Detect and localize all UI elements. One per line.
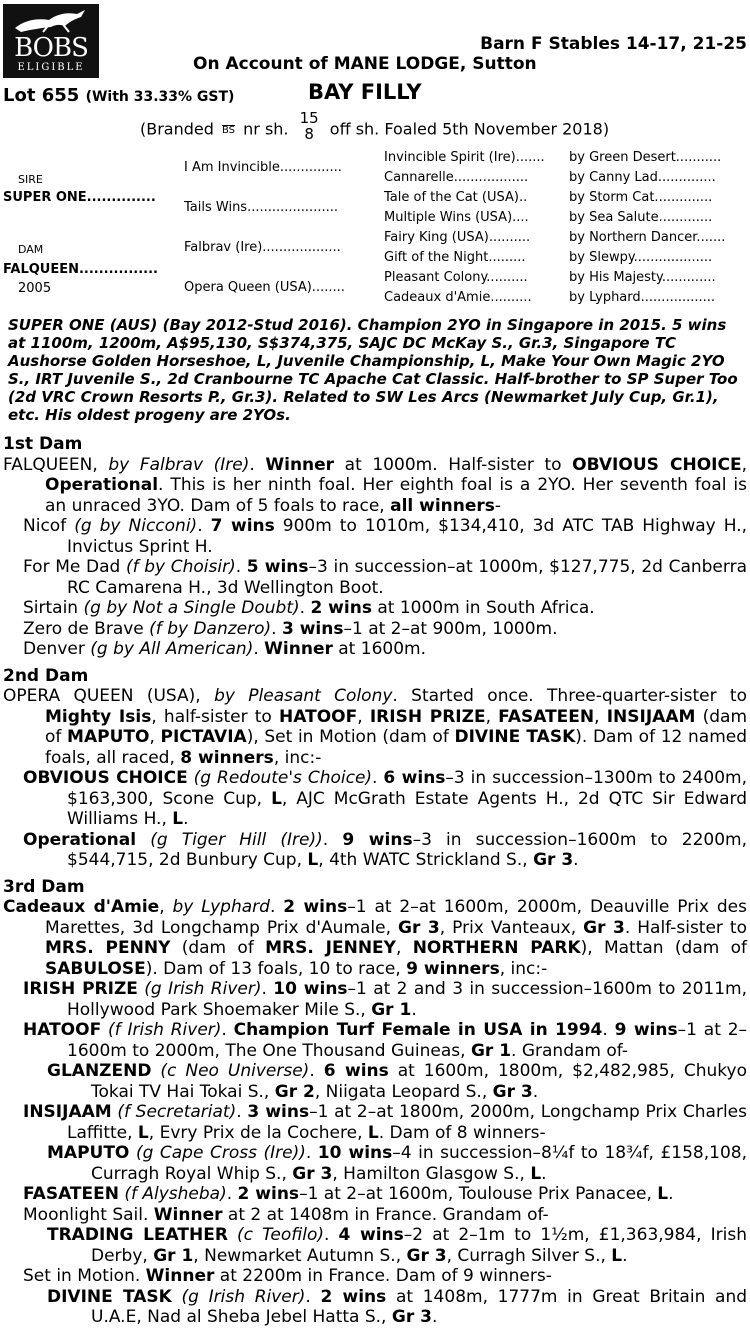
text-run: ), Mattan (dam of	[580, 938, 747, 958]
text-run: ,	[395, 938, 413, 958]
brand-mark: BS	[222, 124, 236, 136]
bold-text: Champion Turf Female in USA in 1994	[233, 1020, 603, 1040]
text-run: ,	[159, 897, 173, 917]
italic-text: (c Neo Universe)	[160, 1061, 310, 1081]
bold-text: L	[172, 809, 184, 829]
bold-text: DIVINE TASK	[47, 1286, 172, 1307]
text-run: For Me Dad	[23, 557, 126, 577]
text-run: , Prix Vanteaux,	[439, 917, 584, 938]
bold-text: L	[657, 1184, 669, 1204]
bold-text: 9 winners	[406, 958, 500, 979]
bold-text: 7 wins	[210, 516, 275, 536]
text-run: , 4th WATC Strickland S.,	[318, 850, 534, 870]
text-run: . This is her ninth foal. Her eighth foal is a 2YO. Her seventh foal is an unraced 3YO. Dam of 5 foals to race,	[45, 475, 747, 516]
text-run: –1 at 2–1600m to 2000m, The One Thousand Guineas,	[67, 1020, 748, 1061]
bold-text: FASATEEN	[498, 706, 595, 727]
text-run: .	[322, 829, 343, 850]
gst-note: (With 33.33% GST)	[85, 89, 235, 105]
text-run: –1 at 2–at 1600m, 2000m, Deauville Prix des Marettes, 3d Longchamp Prix d'Aumale,	[45, 897, 747, 938]
bold-text: INSIJAAM	[606, 706, 696, 727]
grand-progeny-entry	[3, 1225, 747, 1266]
text-run: , half-sister to	[151, 706, 280, 727]
text-run: at 1600m.	[332, 639, 426, 659]
bold-text: L	[307, 850, 319, 870]
bold-text: Mighty Isis	[45, 706, 152, 727]
pedigree-greatsire-8: by Lyphard..................	[569, 290, 716, 305]
brand-numerator: 15	[299, 109, 319, 127]
text-run: .	[602, 1020, 615, 1040]
pedigree-parent-2: Tails Wins......................	[184, 200, 338, 215]
bold-text: SABULOSE	[45, 958, 146, 979]
bold-text: 9 wins	[342, 829, 413, 850]
text-run: –1 at 2 and 3 in succession–1600m to 2011m, Hollywood Park Shoemaker Mile S.,	[67, 979, 747, 1020]
italic-text: (f Alysheba)	[124, 1184, 227, 1204]
bold-text: MAPUTO	[67, 727, 150, 747]
bold-text: MAPUTO	[47, 1143, 130, 1163]
text-run: .	[668, 1184, 674, 1204]
bold-text: L	[530, 1163, 542, 1184]
logo-subtitle: ELIGIBLE	[17, 62, 85, 73]
brand-prefix: (Branded	[140, 119, 214, 139]
third-dam-progeny	[3, 979, 747, 1328]
text-run: ,	[741, 454, 747, 475]
italic-text: by Pleasant Colony	[214, 686, 393, 706]
grand-progeny-entry	[3, 1143, 747, 1184]
text-run: FALQUEEN,	[3, 454, 109, 475]
bold-text: FASATEEN	[23, 1184, 119, 1204]
text-run: at 1408m, 1777m in Great Britain and U.A.E, Nad al Sheba Jebel Hatta S.,	[91, 1286, 748, 1327]
text-run: .	[411, 999, 417, 1020]
brand-line	[140, 109, 610, 146]
progeny-entry	[3, 619, 747, 640]
text-run: Nicof	[23, 516, 75, 536]
pedigree-grandparent-3: Tale of the Cat (USA)..	[384, 190, 528, 205]
sire-label: SIRE	[18, 173, 43, 186]
text-run: .	[573, 850, 579, 870]
text-run: Zero de Brave	[23, 618, 150, 639]
text-run: .	[261, 979, 274, 999]
third-dam-section	[3, 877, 747, 1328]
pedigree-grandparent-2: Cannarelle..................	[384, 170, 529, 185]
horse-description: BAY FILLY	[308, 80, 422, 104]
dam-label: DAM	[18, 243, 44, 256]
text-run: .	[622, 1245, 628, 1266]
bold-text: Winner	[265, 454, 335, 475]
text-run: . Grandam of-	[511, 1040, 628, 1061]
vendor-account: On Account of MANE LODGE, Sutton	[193, 54, 537, 74]
bold-text: Gr 1	[153, 1245, 194, 1266]
third-dam-text	[3, 897, 747, 979]
italic-text: (f by Danzero)	[149, 618, 272, 639]
pedigree-grandparent-5: Fairy King (USA)..........	[384, 230, 531, 245]
bold-text: HATOOF	[279, 706, 358, 727]
pedigree-grandparent-1: Invincible Spirit (Ire).......	[384, 150, 545, 165]
bold-text: 2 wins	[237, 1184, 300, 1204]
bold-text: IRISH PRIZE	[23, 979, 138, 999]
bobs-eligible-logo	[3, 4, 99, 78]
bold-text: 2 wins	[310, 598, 372, 618]
text-run: .	[197, 516, 211, 536]
progeny-entry	[3, 516, 747, 557]
progeny-entry	[3, 830, 747, 871]
progeny-entry	[3, 1205, 747, 1226]
bold-text: HATOOF	[23, 1020, 102, 1040]
text-run: .	[221, 1020, 234, 1040]
text-run: ,	[594, 706, 607, 727]
text-run: –3 in succession–1600m to 2200m, $544,715, 2d Bunbury Cup,	[67, 829, 747, 870]
text-run: . Half-sister to	[624, 917, 747, 938]
progeny-entry	[3, 639, 747, 660]
pedigree-parent-3: Falbrav (Ire)...................	[184, 240, 341, 255]
bold-text: 5 wins	[246, 557, 309, 577]
brand-suffix: off sh. Foaled 5th November 2018)	[329, 119, 610, 139]
pedigree-greatsire-5: by Northern Dancer.......	[569, 230, 726, 245]
bold-text: Gr 1	[470, 1040, 512, 1061]
text-run: at 1600m, 1800m, $2,482,985, Chukyo Tokai TV Hai Tokai S.,	[91, 1061, 747, 1102]
text-run: . Dam of 8 winners-	[378, 1122, 546, 1143]
italic-text: (c Teofilo)	[237, 1225, 325, 1245]
bold-text: Gr 3	[492, 1081, 533, 1102]
text-run: , Newmarket Autumn S.,	[193, 1245, 407, 1266]
progeny-entry	[3, 1020, 747, 1061]
text-run: .	[305, 1143, 318, 1163]
italic-text: (g Irish River)	[181, 1286, 306, 1307]
text-run: .	[271, 618, 282, 639]
italic-text: (f Secretariat)	[117, 1102, 237, 1122]
bold-text: GLANZEND	[47, 1061, 152, 1081]
grand-progeny-entry	[3, 1061, 747, 1102]
text-run: .	[236, 1102, 248, 1122]
bold-text: Gr 3	[583, 917, 625, 938]
text-run: –1 at 2–at 1800m, 2000m, Longchamp Prix Charles Laffitte,	[67, 1102, 747, 1143]
text-run: Sirtain	[23, 598, 84, 618]
bold-text: all winners	[390, 495, 495, 516]
bold-text: Gr 3	[292, 1163, 333, 1184]
progeny-entry	[3, 598, 747, 619]
text-run: –1 at 2–at 900m, 1000m.	[343, 618, 558, 639]
text-run: .	[299, 598, 311, 618]
bold-text: OBVIOUS CHOICE	[572, 454, 742, 475]
progeny-entry	[3, 1102, 747, 1143]
bold-text: MRS. PENNY	[45, 938, 171, 958]
dam-name: FALQUEEN................	[3, 262, 158, 277]
bold-text: Gr 3	[406, 1245, 447, 1266]
text-run: –1 at 2–at 1600m, Toulouse Prix Panacee,	[299, 1184, 658, 1204]
text-run: .	[309, 1061, 324, 1081]
text-run: .	[372, 768, 384, 788]
bold-text: Winner	[264, 639, 333, 659]
text-run: .	[235, 557, 247, 577]
pedigree-grandparent-8: Cadeaux d'Amie..........	[384, 290, 532, 305]
text-run: .	[269, 897, 284, 917]
text-run: Denver	[23, 639, 91, 659]
bold-text: 2 wins	[320, 1286, 387, 1307]
bold-text: L	[367, 1122, 379, 1143]
italic-text: (f by Choisir)	[125, 557, 236, 577]
text-run: , AJC McGrath Estate Agents H., 2d QTC Sir Edward Williams H.,	[67, 788, 747, 829]
brand-nr: nr sh.	[243, 119, 289, 139]
progeny-entry	[3, 979, 747, 1020]
progeny-entry	[3, 1184, 747, 1205]
text-run: ,	[149, 727, 161, 747]
horse-icon	[11, 8, 91, 34]
text-run: -	[494, 495, 502, 516]
pedigree-greatsire-7: by His Majesty.............	[569, 270, 716, 285]
text-run: , Hamilton Glasgow S.,	[332, 1163, 531, 1184]
progeny-entry	[3, 557, 747, 598]
first-dam-text	[3, 455, 747, 517]
italic-text: (g Redoute's Choice)	[193, 768, 373, 788]
bold-text: Gr 3	[398, 917, 440, 938]
text-run: .	[324, 1225, 339, 1245]
bold-text: TRADING LEATHER	[47, 1225, 228, 1245]
text-run: .	[253, 639, 265, 659]
bold-text: L	[271, 788, 282, 809]
text-run: –4 in succession–8¼f to 18¾f, £158,108, Curragh Royal Whip S.,	[91, 1143, 748, 1184]
text-run: 900m to 1010m, $134,410, 3d ATC TAB Highway H., Invictus Sprint H.	[67, 516, 748, 557]
text-run: ,	[357, 706, 370, 727]
text-run: (dam of	[45, 706, 748, 747]
first-dam-heading: 1st Dam	[3, 434, 83, 454]
lot-label: Lot 655	[3, 85, 80, 106]
sire-name: SUPER ONE..............	[3, 190, 156, 205]
bold-text: 6 wins	[383, 768, 446, 788]
bold-text: Gr 1	[371, 999, 412, 1020]
text-run: Moonlight Sail.	[23, 1204, 154, 1225]
bold-text: L	[137, 1122, 149, 1143]
text-run: .	[183, 809, 189, 829]
bold-text: Winner	[145, 1266, 215, 1286]
second-dam-progeny	[3, 768, 747, 871]
bold-text: Operational	[45, 475, 159, 495]
pedigree-grandparent-6: Gift of the Night.........	[384, 250, 526, 265]
grand-progeny-entry	[3, 1287, 747, 1328]
text-run: . Started once. Three-quarter-sister to	[392, 686, 747, 706]
bold-text: PICTAVIA	[160, 727, 247, 747]
text-run: .	[431, 1307, 438, 1327]
bold-text: 2 wins	[283, 897, 348, 917]
text-run: at 1000m in South Africa.	[371, 598, 595, 618]
text-run: –3 in succession–1300m to 2400m, $163,300, Scone Cup,	[67, 768, 747, 809]
pedigree-parent-1: I Am Invincible...............	[184, 160, 342, 175]
text-run: , inc:-	[499, 958, 548, 979]
text-run: .	[532, 1081, 539, 1102]
second-dam-section	[3, 666, 747, 871]
barn-location: Barn F Stables 14-17, 21-25	[480, 34, 747, 54]
text-run: .	[249, 454, 266, 475]
text-run: , Niigata Leopard S.,	[314, 1081, 493, 1102]
italic-text: by Falbrav (Ire)	[108, 454, 250, 475]
bold-text: 10 wins	[273, 979, 348, 999]
text-run: –2 at 2–1m to 1½m, £1,363,984, Irish Derby,	[91, 1225, 747, 1266]
text-run: –3 in succession–at 1000m, $127,775, 2d Canberra RC Camarena H., 3d Wellington Boot.	[67, 557, 747, 598]
bold-text: L	[611, 1245, 623, 1266]
italic-text: (f Irish River)	[108, 1020, 222, 1040]
sire-summary: SUPER ONE (AUS) (Bay 2012-Stud 2016). Champion 2YO in Singapore in 2015. 5 wins at 1100m, 1200m, A$95,130, S$374,375, SAJC DC McKay S., Gr.3, Singapore TC Aushorse Golden Horseshoe, L, Juvenile Championship, L, Make Your Own Magic 2YO S., IRT Juvenile S., 2d Cranbourne TC Apache Cat Classic. Half-brother to SP Super Too (2d VRC Crown Resorts P., Gr.3). Related to SW Les Arcs (Newmarket July Cup, Gr.1), etc. His oldest progeny are 2YOs.	[8, 316, 738, 424]
bold-text: NORTHERN PARK	[412, 938, 581, 958]
bold-text: Gr 3	[533, 850, 574, 870]
text-run: (dam of	[170, 938, 266, 958]
italic-text: (g by All American)	[90, 639, 254, 659]
text-run: .	[541, 1163, 547, 1184]
italic-text: (g Irish River)	[144, 979, 262, 999]
italic-text: (g Tiger Hill (Ire))	[150, 829, 323, 850]
second-dam-heading: 2nd Dam	[3, 665, 89, 686]
pedigree-greatsire-2: by Canny Lad..............	[569, 170, 716, 185]
brand-fraction	[300, 110, 319, 142]
bold-text: MRS. JENNEY	[265, 938, 396, 958]
bold-text: 9 wins	[614, 1020, 678, 1040]
italic-text: (g by Nicconi)	[74, 516, 198, 536]
third-dam-heading: 3rd Dam	[3, 876, 85, 897]
text-run: at 2 at 1408m in France. Grandam of-	[222, 1204, 549, 1225]
brand-denominator: 8	[304, 125, 314, 143]
text-run: ,	[485, 706, 499, 727]
text-run: ). Dam of 13 foals, 10 to race,	[145, 958, 407, 979]
text-run	[228, 1225, 237, 1245]
pedigree-greatsire-1: by Green Desert...........	[569, 150, 722, 165]
first-dam-progeny	[3, 516, 747, 660]
bold-text: OBVIOUS CHOICE	[23, 768, 188, 788]
text-run: Set in Motion.	[23, 1266, 146, 1286]
first-dam-section	[3, 434, 747, 660]
pedigree-grandparent-4: Multiple Wins (USA)....	[384, 210, 529, 225]
text-run: , inc:-	[273, 747, 322, 768]
text-run: at 1000m. Half-sister to	[334, 454, 573, 475]
bold-text: DIVINE TASK	[454, 727, 576, 747]
bold-text: IRISH PRIZE	[369, 706, 486, 727]
text-run: .	[305, 1286, 321, 1307]
italic-text: (g Cape Cross (Ire))	[135, 1143, 306, 1163]
text-run: ), Set in Motion (dam of	[246, 727, 455, 747]
bold-text: 3 wins	[247, 1102, 310, 1122]
italic-text: (g by Not a Single Doubt)	[83, 598, 300, 618]
italic-text: by Lyphard	[172, 897, 270, 917]
pedigree-parent-4: Opera Queen (USA)........	[184, 280, 345, 295]
pedigree-notes	[3, 434, 747, 1330]
bold-text: 10 wins	[317, 1143, 393, 1163]
lot-number	[3, 86, 234, 108]
progeny-entry	[3, 1266, 747, 1287]
text-run: OPERA QUEEN (USA),	[3, 686, 215, 706]
pedigree-grandparent-7: Pleasant Colony..........	[384, 270, 528, 285]
text-run: , Evry Prix de la Cochere,	[148, 1122, 368, 1143]
bold-text: Gr 2	[274, 1081, 315, 1102]
text-run	[136, 830, 150, 850]
bold-text: 4 wins	[338, 1225, 404, 1245]
bold-text: 8 winners	[180, 747, 274, 768]
bold-text: Gr 3	[391, 1307, 432, 1327]
pedigree-greatsire-3: by Storm Cat..............	[569, 190, 713, 205]
text-run: ). Dam of 12 named foals, all raced,	[45, 727, 747, 768]
text-run: at 2200m in France. Dam of 9 winners-	[214, 1266, 552, 1286]
text-run: .	[226, 1184, 238, 1204]
bold-text: Cadeaux d'Amie	[3, 897, 160, 917]
pedigree-greatsire-6: by Slewpy...................	[569, 250, 713, 265]
pedigree-greatsire-4: by Sea Salute.............	[569, 210, 713, 225]
bold-text: INSIJAAM	[23, 1102, 112, 1122]
logo-title: BOBS	[14, 33, 88, 63]
bold-text: Winner	[153, 1204, 223, 1225]
second-dam-text	[3, 686, 747, 768]
bold-text: 6 wins	[323, 1061, 389, 1081]
text-run	[172, 1287, 182, 1307]
bold-text: 3 wins	[281, 618, 344, 639]
dam-foaled-year: 2005	[18, 281, 52, 296]
bold-text: Operational	[23, 829, 137, 850]
progeny-entry	[3, 768, 747, 830]
text-run: , Curragh Silver S.,	[446, 1245, 612, 1266]
